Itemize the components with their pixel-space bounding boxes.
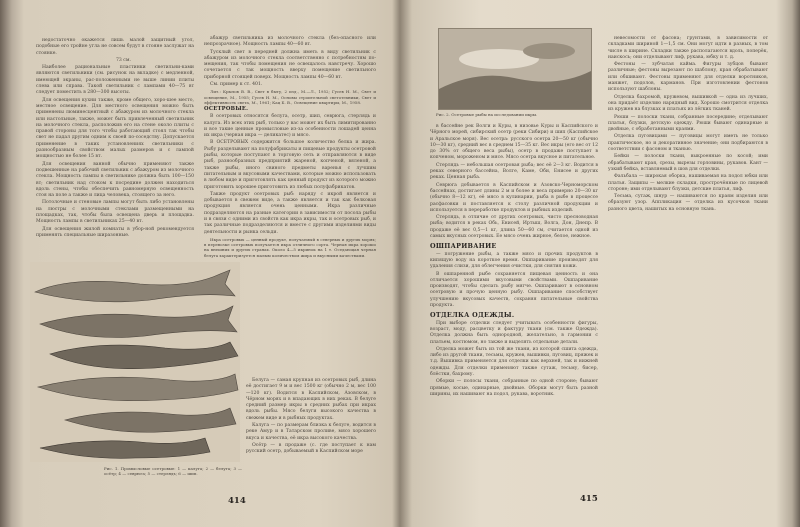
paragraph: Отделка может быть из той же ткани, из которой сшита одежда, либо из другой ткани, тесьмы, кружев, вышивки, пуговиц, пряжек и т.д. Вышивка применяется для отделки как верхней, так и нижней одежды. Для отделки применяют также сутаж, тесьму, бисер, блёстки, бахрому. <box>430 346 598 377</box>
paragraph: Калуга — по размерам близка к белуге, водится в реке Амур и в Татарском проливе, мясо хорошего вкуса и качества, её икра высокого качества. <box>246 423 376 441</box>
paragraph: Бейки — полоски ткани, выкроенные по косой; ими обрабатывают края, срезы, вырезы горловины, рукавов. Кант — узкий бейка, вставляемый в шов для отделки. <box>608 154 768 172</box>
paragraph: Отделка бахромой, кружевом, вышивкой — одна из лучших, она придаёт изделию нарядный вид. Хорошо смотрится отделка из кружев на блузках и платьях из лёгких тканей. <box>608 94 768 113</box>
paragraph: Фестоны — зубчатая кайма. Фигуры зубцов бывают различные; фестоны вырезают по шаблону, края обрабатывают или обшивают. Фестоны применяют для отделки воротников, манжет, подолов, карманов. При изготовлении фестонов используют шаблоны. <box>608 62 768 93</box>
paragraph: Также продукт осетровых рыб: наряду с икрой является и добывается в свежем виде, а также является и так как белковая продукция является очень ценными. Икра различные подразделяются на разные категории в зависимости от посола рыбы и в связи с одними из свойств как икра икры, так и осетровых рыб, и так различные подразделяются и вместе с другими изделиями виды деятельности и рынка сельди. <box>204 191 376 235</box>
section-heading: ОТДЕЛКА ОДЕЖДЫ. <box>430 311 515 320</box>
paragraph: Для освещения жилой комнаты в убор-ной рекомендуется применять специальные ширазонные. <box>36 226 194 238</box>
left-column-2-lower <box>246 378 376 457</box>
paragraph: Осётр — в продаже (с. где поступает к нам русский осетр, добываемый в Каспийском море <box>246 442 376 455</box>
left-column-1 <box>36 38 194 240</box>
paragraph: При выборе отделки следует учитывать особенности фигуры, возраст, моду, расцветку и фактуру ткани (см. также Одежда). Отделка должна быть однородной, желательно, в гармонии с платьем, костюмом, но также и выделять отдельные детали. <box>430 320 598 345</box>
article-heading: ОСЕТРОВЫЕ. <box>204 105 249 112</box>
paragraph: В ошпаренной рыбе сохраняется пищевая ценность и она отличается хорошими вкусовыми свойствами. Ошпаривание производят, чтобы сделать рыбу мягче. Ошпаривают в основном осетровую и прочую ценную рыбу. Ошпаривание способствует улучшению вкусовых качеств, сохраняя питательные свойства продукта. <box>430 271 598 309</box>
section-heading: ОШПАРИВАНИЕ <box>430 242 497 251</box>
fish-photo <box>438 28 592 110</box>
paragraph: Тусклый свет в передней должна иметь в виду светильник с абажуром из молочного стекла соответственно с потребностям по-мещения, так чтобы помещения не освещалось навстречу. Хорошо сочетается с так мощность вверху помещение светильного приборной стоящей поверх. Мощность лампы 40—60 вт. <box>204 49 376 80</box>
paragraph: Рюши — полоски ткани, собранные посередине; отделывают платья, блузки, детскую одежду. Рюши бывают одинарные и двойные, с обработанными краями. <box>608 114 768 133</box>
right-column-1 <box>430 124 598 399</box>
figure-caption: Рис. 1. Промысловые осетровые: 1 — калуга; 2 — белуга; 3 — осётр; 4 — севрюга; 5 — стерлядь; 6 — шип. <box>104 466 242 477</box>
paragraph: 73 см. <box>116 57 131 63</box>
right-page <box>408 0 786 527</box>
page-number: 414 <box>228 496 246 506</box>
paragraph: Белуга — самая крупная из осетровых рыб, длина её достигает 9 м и вес 1500 кг (обычно 2 м, вес 100—120 кг). Водится в Каспийском, Азовском, в Чёрном морях и в впадающих в них реках. В белуге средний размер икры в средних рыбах при икрах вдоль рыбы. Мясо белуги высокого качества в свежем виде и в рыбных продуктах. <box>246 378 376 421</box>
paragraph: — погружение рыбы, а также мясо и прочих продуктов в кипящую воду на короткое время. Ошпаривание производят для удаления слизи, для облегчения очистки, для снятия кожи. <box>430 251 598 270</box>
photo-caption: Рис. 2. Осетровые рыбы на исследовании икры. <box>436 112 538 117</box>
paragraph: невесомости от фасона; грунтами, в зависимости от складками шириной 1—1,5 см. Они могут идти в разных, в том числе в ширине. Складки также располагаются вдоль, поперёк, наискось; они отделывают лиф, рукава, юбку и т. д. <box>608 36 768 60</box>
note: Икра осетровых — ценный продукт, получаемый в северных и других морях; в перевозке осетровых получается икра отличного сорта. Черная икра хорошо на внешних и других странах. Около 4—5 икринок на 1 т. Оседающая черная белуга характеризуется малым количеством жира и вкусными качествами. <box>204 236 376 258</box>
paragraph: Тесьма, сутаж, шнур — нашиваются по краям изделия или образуют узор. Аппликация — отделка из кусочков ткани разного цвета, нашитых на основную ткань. <box>608 194 768 212</box>
paragraph: Севрюга добывается в Каспийском и Азовско-Черноморском бассейнах, достигает длины 2 м и более и веса примерно 20—30 кг (обычно 8—12 кг), её мясо в кулинарии, рыба в рыбе в процессе расфасовки и поставляется к столу различной продукции и используется в переработке продуктов и рыбных изделий. <box>430 182 598 213</box>
paragraph: в бассейне рек Волги и Куры, в низовье Куры и Каспийского и Чёрного морей, сибирский осетр (реки Сибири) и шип (Каспийское и Аральское моря). Вес осетра: русского осетра 20—50 кг (обычно 10—30 кг), средний вес в среднем 15—35 кг. Вес икры (его вес от 12 до 30% от общего веса рыбы), осетр в продаже поступает в копченом, мороженом и мясе. Мясо осетра вкусное и питательное. <box>430 124 598 161</box>
right-column-2 <box>608 36 768 214</box>
paragraph: Потолочные и стеновые лампы могут быть либо установлены на люстры с молочными стеклами размещенными на площадках, так, чтобы была освещена дверь и площадка. Мощность лампы в светильниках 25—40 вт. <box>36 200 194 225</box>
paragraph: Оборки — полосы ткани, собранные по одной стороне; бывают прямые, косые, одинарные, двойные. Оборки могут быть разной ширины, их нашивают на подол, рукава, воротник. <box>430 379 598 397</box>
paragraph: Фальбала — широкая оборка, нашиваемая на подол юбки или платья. Защипы — мелкие складки, прострочённые по лицевой стороне; ими отделывают блузки, детские платья, лиф. <box>608 174 768 192</box>
paragraph: Для освещения кухни также, кроме общего, хоро-шее место, местное освещение. Для местного освещения можно быть применены люминесцентный с абажуром из молочного стекла или настольные, также, может быть привлеченный светильник на молочного стекла, расположив его на стене около плиты с правой стороны для того чтобы работающий стоял так чтобы свет не падал другим одним к своей по-соседству. Допускается применение в таких установлениях светильники с разнообразным свойством малых размеров и с лампой мощностью не более 15 вт. <box>36 97 194 160</box>
left-column-2 <box>204 36 376 259</box>
paragraph: Наиболее рациональные пластинки светильни-ками являются светильники (см. рисунок на вкладке) с медленной, имеющей экраны, рас-положенными не выше линии плиты слева или справа. Такой светильник с лампами 40—75 вт следует поместить в 280—300 высоты. <box>36 65 194 96</box>
literature: Лит.: Крылов В. В., Свет в быту, 2 изд., М.—Л., 1952; Гусев Н. М., Свет и освещение, М., 1955; Гусев Н. М., Основы строительной светотехники, Свет и эффективность света, М., 1961; Кац Б. В., Освещение квартиры, М., 1958. <box>204 89 376 105</box>
photo-image <box>439 29 591 109</box>
sturgeon-illustration <box>30 262 240 462</box>
paragraph: Для освещения ванной обычно применяют также подвешенные на рабочий светильник с абажуром из молочного стекла. Мощность лампы в светильнике должна быть 100—150 вт; светильник над стоком к посредине должен находиться вдоль стены, чтобы обеспечить равномерную освещенность стоя на поле а также и лица человека, стоящего за него. <box>36 161 194 199</box>
paragraph: Отделка пуговицами — пуговицы могут иметь не только практическое, но и декоративное значение; они подбираются в соответствии с фасоном и тканью. <box>608 134 768 153</box>
osetrovye-article <box>204 106 376 113</box>
paragraph: абажур светильника из молочного стекла (без-опасного или непрозрачное). Мощность лампы 40—60 вт. <box>204 36 376 48</box>
page-number: 415 <box>580 494 598 504</box>
left-page <box>18 0 398 527</box>
paragraph: Стерлядь — небольшая осетровая рыба; вес её 2—3 кг. Водится в реках северного бассейна, Волге, Каме, Оби, Енисее и других реках. Ценная рыба. <box>430 162 598 181</box>
paragraph: Стерлядь, в отличие от других осетровых, чисто пресноводная рыба; водится в реках Обь, Енисей, Иртыш, Волга, Дон, Днепр. В продаже её вес 0,5—1 кг, длина 50—60 см, считается одной из самых вкусных осетровых. Ее мясо очень жирное, белое, нежное. <box>430 215 598 240</box>
paragraph: См. пример к ст. 401. <box>210 82 263 88</box>
paragraph: В осетровых относятся белуга, осетр, шип, севрюга, стерлядь и калуга. Из всех этих рыб, только у вас может их быть лимитированно и все такие ценные промысловые из-за особенности лошадей ценна их икра (черная икра — деликатес) и мясо. <box>204 114 376 139</box>
paragraph: В ОСЕТРОВЫХ содержится большое количество белка и жира. Рыбу разделывают на полуфабрикаты и пищевые продукты осетровой рыбы, которые поступают в торговую сеть и отправляются в виде рыб, разнообразных предприятий жареной, копченой, вяленой, а также рыбы, иного свиного предметы варенья с лучшим питательным и вкусовыми качествами, которые можно использовать в любом виде и приготовлять как ценный продукт из которого можно приготовить хорошее приготовить из любых полуфабрикатов. <box>204 140 376 190</box>
paragraph: недостаточно окажется лишь малой защитный угол, подобные его тройне угла не совсем будут в стояне заслужат на стоянке. <box>36 38 194 56</box>
